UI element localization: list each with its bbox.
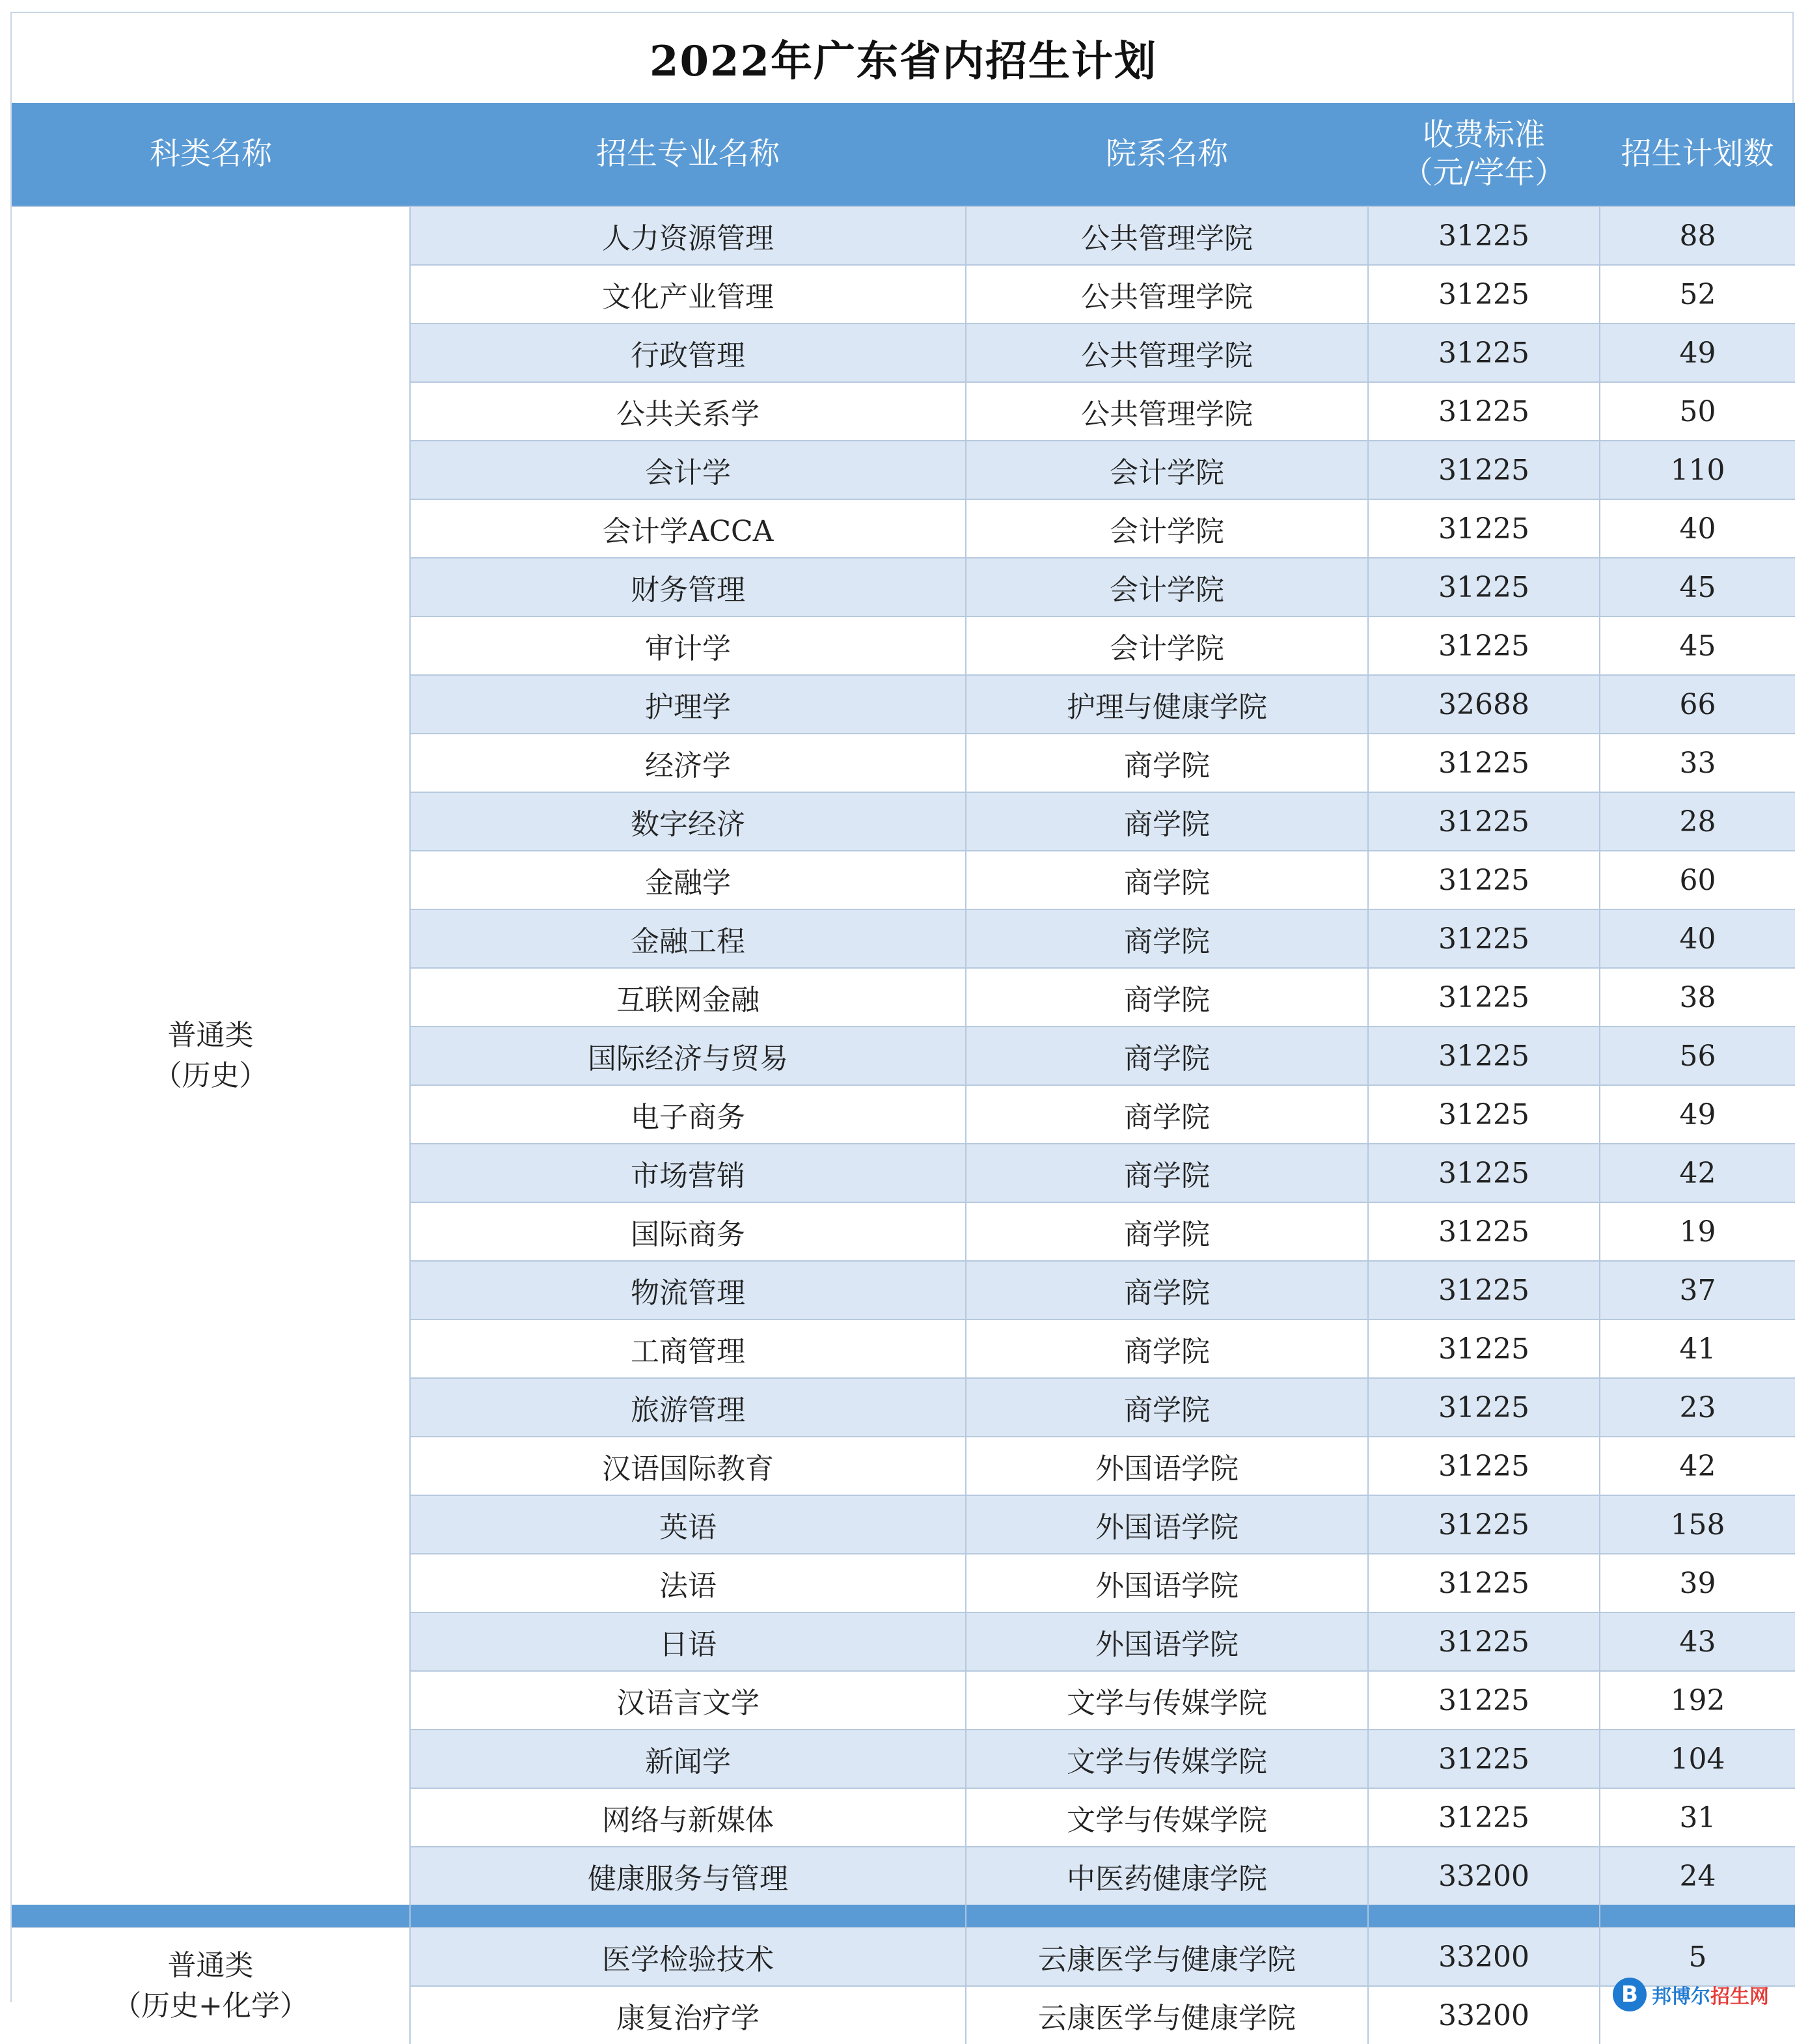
plan-cell: 43 <box>1600 1612 1795 1671</box>
college-cell: 商学院 <box>966 1378 1368 1437</box>
plan-cell: 110 <box>1600 441 1795 499</box>
enrollment-plan-sheet <box>10 12 1794 2035</box>
major-cell: 康复治疗学 <box>410 1986 966 2044</box>
fee-cell: 31225 <box>1368 968 1600 1027</box>
college-cell: 商学院 <box>966 734 1368 792</box>
college-cell: 云康医学与健康学院 <box>966 1927 1368 1986</box>
major-cell: 英语 <box>410 1495 966 1554</box>
college-cell: 云康医学与健康学院 <box>966 1986 1368 2044</box>
header-fee <box>1368 103 1600 206</box>
major-cell: 旅游管理 <box>410 1378 966 1437</box>
college-cell: 文学与传媒学院 <box>966 1788 1368 1847</box>
header-fee-line1: 收费标准 <box>1423 117 1545 153</box>
college-cell: 商学院 <box>966 1319 1368 1378</box>
plan-cell: 40 <box>1600 499 1795 558</box>
fee-cell: 31225 <box>1368 1261 1600 1319</box>
header-major-label: 招生专业名称 <box>596 136 780 172</box>
plan-cell: 50 <box>1600 382 1795 441</box>
college-cell: 外国语学院 <box>966 1612 1368 1671</box>
major-cell: 电子商务 <box>410 1085 966 1144</box>
college-cell: 外国语学院 <box>966 1495 1368 1554</box>
college-cell: 护理与健康学院 <box>966 675 1368 734</box>
plan-cell: 104 <box>1600 1730 1795 1788</box>
college-cell: 商学院 <box>966 909 1368 968</box>
college-cell: 商学院 <box>966 1202 1368 1261</box>
college-cell: 公共管理学院 <box>966 206 1368 265</box>
plan-cell: 42 <box>1600 1144 1795 1202</box>
major-cell: 会计学ACCA <box>410 499 966 558</box>
fee-cell: 31225 <box>1368 558 1600 616</box>
watermark-text-a: 邦博尔 <box>1652 1985 1710 2008</box>
college-cell: 商学院 <box>966 968 1368 1027</box>
plan-cell: 60 <box>1600 851 1795 909</box>
college-cell: 公共管理学院 <box>966 324 1368 382</box>
group-separator <box>12 1905 1795 1927</box>
plan-cell: 39 <box>1600 1554 1795 1612</box>
major-cell: 文化产业管理 <box>410 265 966 324</box>
fee-cell: 31225 <box>1368 1319 1600 1378</box>
fee-cell: 31225 <box>1368 206 1600 265</box>
major-cell: 护理学 <box>410 675 966 734</box>
major-cell: 汉语国际教育 <box>410 1437 966 1495</box>
plan-cell: 49 <box>1600 1085 1795 1144</box>
fee-cell: 31225 <box>1368 1671 1600 1730</box>
fee-cell: 31225 <box>1368 792 1600 851</box>
fee-cell: 33200 <box>1368 1986 1600 2044</box>
category-line1: 普通类 <box>167 1949 254 1982</box>
fee-cell: 31225 <box>1368 441 1600 499</box>
college-cell: 会计学院 <box>966 558 1368 616</box>
college-cell: 商学院 <box>966 1144 1368 1202</box>
header-college <box>966 103 1368 206</box>
college-cell: 文学与传媒学院 <box>966 1671 1368 1730</box>
watermark-logo <box>1613 1975 1808 2014</box>
category-line2: （历史+化学） <box>113 1989 308 2023</box>
college-cell: 外国语学院 <box>966 1437 1368 1495</box>
fee-cell: 31225 <box>1368 1730 1600 1788</box>
fee-cell: 31225 <box>1368 499 1600 558</box>
header-plan-label: 招生计划数 <box>1621 136 1774 172</box>
major-cell: 国际商务 <box>410 1202 966 1261</box>
plan-cell: 56 <box>1600 1027 1795 1085</box>
fee-cell: 31225 <box>1368 1202 1600 1261</box>
fee-cell: 31225 <box>1368 1144 1600 1202</box>
major-cell: 公共关系学 <box>410 382 966 441</box>
major-cell: 市场营销 <box>410 1144 966 1202</box>
plan-cell: 23 <box>1600 1378 1795 1437</box>
fee-cell: 31225 <box>1368 616 1600 675</box>
plan-cell: 45 <box>1600 616 1795 675</box>
header-category <box>12 103 410 206</box>
major-cell: 汉语言文学 <box>410 1671 966 1730</box>
plan-cell: 28 <box>1600 792 1795 851</box>
major-cell: 法语 <box>410 1554 966 1612</box>
plan-cell: 41 <box>1600 1319 1795 1378</box>
college-cell: 会计学院 <box>966 441 1368 499</box>
separator-cell <box>1368 1905 1600 1927</box>
separator-cell <box>410 1905 966 1927</box>
separator-cell <box>1600 1905 1795 1927</box>
header-major <box>410 103 966 206</box>
college-cell: 商学院 <box>966 1085 1368 1144</box>
major-cell: 物流管理 <box>410 1261 966 1319</box>
plan-cell: 66 <box>1600 675 1795 734</box>
major-cell: 医学检验技术 <box>410 1927 966 1986</box>
fee-cell: 31225 <box>1368 851 1600 909</box>
major-cell: 经济学 <box>410 734 966 792</box>
plan-cell: 49 <box>1600 324 1795 382</box>
fee-cell: 33200 <box>1368 1847 1600 1905</box>
fee-cell: 31225 <box>1368 1554 1600 1612</box>
fee-cell: 31225 <box>1368 909 1600 968</box>
major-cell: 金融学 <box>410 851 966 909</box>
major-cell: 互联网金融 <box>410 968 966 1027</box>
major-cell: 审计学 <box>410 616 966 675</box>
plan-cell: 31 <box>1600 1788 1795 1847</box>
category-cell <box>12 206 410 1905</box>
fee-cell: 31225 <box>1368 1437 1600 1495</box>
major-cell: 新闻学 <box>410 1730 966 1788</box>
header-fee-line2: （元/学年） <box>1402 155 1566 191</box>
college-cell: 外国语学院 <box>966 1554 1368 1612</box>
category-line1: 普通类 <box>167 1019 254 1052</box>
major-cell: 人力资源管理 <box>410 206 966 265</box>
college-cell: 文学与传媒学院 <box>966 1730 1368 1788</box>
fee-cell: 31225 <box>1368 1495 1600 1554</box>
major-cell: 网络与新媒体 <box>410 1788 966 1847</box>
fee-cell: 31225 <box>1368 1085 1600 1144</box>
plan-cell: 33 <box>1600 734 1795 792</box>
plan-cell: 5 <box>1600 1927 1795 1986</box>
major-cell: 金融工程 <box>410 909 966 968</box>
plan-cell: 19 <box>1600 1202 1795 1261</box>
major-cell: 财务管理 <box>410 558 966 616</box>
plan-cell: 37 <box>1600 1261 1795 1319</box>
header-category-label: 科类名称 <box>150 136 272 172</box>
table-header <box>12 103 1795 206</box>
major-cell: 工商管理 <box>410 1319 966 1378</box>
fee-cell: 31225 <box>1368 1788 1600 1847</box>
fee-cell: 31225 <box>1368 1027 1600 1085</box>
fee-cell: 31225 <box>1368 324 1600 382</box>
major-cell: 行政管理 <box>410 324 966 382</box>
category-cell <box>12 1927 410 2044</box>
plan-cell: 158 <box>1600 1495 1795 1554</box>
fee-cell: 32688 <box>1368 675 1600 734</box>
separator-cell <box>966 1905 1368 1927</box>
table-row <box>12 1927 1795 1986</box>
separator-cell <box>12 1905 410 1927</box>
plan-cell: 192 <box>1600 1671 1795 1730</box>
major-cell: 日语 <box>410 1612 966 1671</box>
college-cell: 公共管理学院 <box>966 382 1368 441</box>
plan-cell: 45 <box>1600 558 1795 616</box>
plan-cell: 42 <box>1600 1437 1795 1495</box>
major-cell: 国际经济与贸易 <box>410 1027 966 1085</box>
major-cell: 健康服务与管理 <box>410 1847 966 1905</box>
fee-cell: 31225 <box>1368 265 1600 324</box>
fee-cell: 31225 <box>1368 1612 1600 1671</box>
college-cell: 会计学院 <box>966 616 1368 675</box>
college-cell: 商学院 <box>966 1261 1368 1319</box>
college-cell: 公共管理学院 <box>966 265 1368 324</box>
watermark-text <box>1652 1980 1769 2009</box>
header-college-label: 院系名称 <box>1106 136 1228 172</box>
table-body <box>12 206 1795 2044</box>
plan-cell: 88 <box>1600 206 1795 265</box>
fee-cell: 31225 <box>1368 1378 1600 1437</box>
college-cell: 中医药健康学院 <box>966 1847 1368 1905</box>
college-cell: 商学院 <box>966 851 1368 909</box>
major-cell: 数字经济 <box>410 792 966 851</box>
fee-cell: 31225 <box>1368 734 1600 792</box>
enrollment-table <box>12 206 1795 2044</box>
fee-cell: 31225 <box>1368 382 1600 441</box>
page-title: 2022年广东省内招生计划 <box>649 37 1158 86</box>
plan-cell: 38 <box>1600 968 1795 1027</box>
plan-cell: 24 <box>1600 1847 1795 1905</box>
header-plan <box>1600 103 1795 206</box>
table-row <box>12 206 1795 265</box>
plan-cell: 52 <box>1600 265 1795 324</box>
college-cell: 会计学院 <box>966 499 1368 558</box>
category-line2: （历史） <box>153 1059 268 1092</box>
college-cell: 商学院 <box>966 792 1368 851</box>
watermark-text-b: 招生网 <box>1710 1985 1769 2008</box>
watermark-badge-icon: B <box>1613 1978 1647 2011</box>
fee-cell: 33200 <box>1368 1927 1600 1986</box>
college-cell: 商学院 <box>966 1027 1368 1085</box>
major-cell: 会计学 <box>410 441 966 499</box>
plan-cell: 40 <box>1600 909 1795 968</box>
